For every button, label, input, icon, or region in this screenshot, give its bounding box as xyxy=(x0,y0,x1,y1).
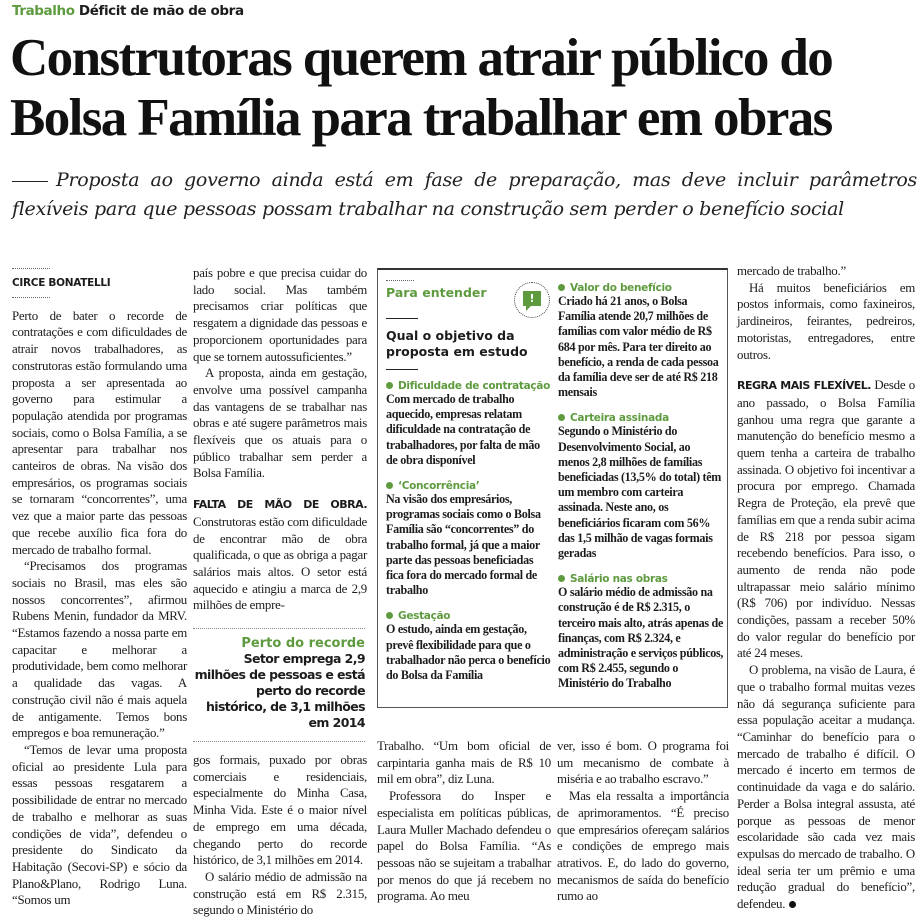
end-mark-icon xyxy=(789,901,796,908)
item-heading: Valor do benefício xyxy=(570,282,672,294)
item-body: O estudo, ainda em gestação, prevê flexibilidade para que o trabalhador não perca o benefício do Bolsa da Família xyxy=(386,622,551,683)
explainer-title: Para entender xyxy=(386,285,487,300)
topic-label: Déficit de mão de obra xyxy=(78,3,244,19)
deck xyxy=(12,166,917,224)
item-body: O salário médio de admissão na construção é de R$ 2.315, o terceiro mais alto, atrás apenas de finanças, com R$ 2.324, e administração e serviços públicos, com R$ 2.455, segundo o Ministério do Trabalho xyxy=(558,585,724,691)
section-paragraph xyxy=(193,496,367,614)
divider xyxy=(386,280,414,281)
divider xyxy=(12,297,50,298)
item-heading: ‘Concorrência’ xyxy=(398,480,480,493)
deck-text: Proposta ao governo ainda está em fase de preparação, mas deve incluir parâmetros flexíveis para que pessoas possam trabalhar na construção sem perder o benefício social xyxy=(12,169,917,220)
paragraph: gos formais, puxado por obras comerciais e residenciais, especialmente do Minha Casa, Minha Vida. Este é o maior nível de emprego em uma década, chegando perto do recorde histórico, de 3,1 milhões em 2014. xyxy=(193,753,367,868)
bullet-icon xyxy=(558,284,565,291)
section-paragraph xyxy=(737,377,915,662)
pull-quote-body: Setor emprega 2,9 milhões de pessoas e está perto do recorde histórico, de 3,1 milhões em 2014 xyxy=(194,651,365,730)
divider xyxy=(12,268,50,269)
bullet-icon xyxy=(386,382,393,389)
column-4 xyxy=(557,738,729,905)
bullet-icon xyxy=(386,612,393,619)
paragraph: O salário médio de admissão na construção está em R$ 2.315, segundo o Ministério do xyxy=(193,869,367,918)
item-body: Na visão dos empresários, programas sociais como o Bolsa Família são “concorrentes” do trabalho formal, já que a maior parte das pessoas beneficiadas fica fora do mercado formal de trabalho xyxy=(386,492,541,598)
item-body: Criado há 21 anos, o Bolsa Família atende 20,7 milhões de famílias com valor médio de R$ 684 por mês. Para ter direito ao benefício, a renda de cada pessoa da família deve ser de até R$ 218 mensais xyxy=(558,294,719,400)
paragraph-text: O problema, na visão de Laura, é que o trabalho formal muitas vezes não dá segurança suficiente para essa população aceitar a mudança. “Caminhar do benefício para o mercado de trabalho é difícil. O mercado é incerto em termos de continuidade da vaga e do salário. Perder a Bolsa integral assusta, até porque as pessoas de menor escolaridade são cada vez mais expulsas do mercado de trabalho. O ideal seria ter um prêmio e uma redução gradual do benefício”, defendeu. xyxy=(737,663,915,912)
explainer-item xyxy=(558,573,724,691)
explainer-left-column xyxy=(386,270,552,695)
explainer-item xyxy=(386,480,552,598)
explainer-item xyxy=(386,610,552,683)
paragraph: Professora do Insper e especialista em políticas públicas, Laura Muller Machado defendeu o papel do Bolsa Família. “As pessoas não se sujeitam a trabalhar por menos do que já recebem no programa. Ao meu xyxy=(377,789,551,904)
column-5 xyxy=(737,263,915,913)
section-text: Construtoras estão com dificuldade de encontrar mão de obra qualificada, o que as obriga a pagar salários mais altos. O setor está aquecido e atingiu a marca de 2,9 milhões de empre- xyxy=(193,514,367,613)
alert-speech-bubble-icon xyxy=(514,282,550,318)
paragraph: A proposta, ainda em gestação, envolve uma possível campanha das vantagens de se trabalhar nas obras e até sugere parâmetros mais flexíveis que os atuais para o público trabalhar sem perder a Bolsa Família. xyxy=(193,366,367,481)
paragraph: Mas ela ressalta a importância de aprimoramentos. “É preciso que empresários ofereçam salários e condições de emprego mais atrativos. E, do lado do governo, mecanismos de saída do benefício rumo ao xyxy=(557,789,729,904)
section-lead: FALTA DE MÃO DE OBRA. xyxy=(193,498,367,512)
item-body: Com mercado de trabalho aquecido, empresas relatam dificuldade na contratação de trabalhadores, por falta de mão de obra disponível xyxy=(386,392,540,467)
bullet-icon xyxy=(386,482,393,489)
column-2-bottom xyxy=(193,752,367,919)
paragraph: ver, isso é bom. O programa foi um mecanismo de combate à miséria e ao trabalho escravo.” xyxy=(557,739,729,787)
explainer-question: Qual o objetivo da proposta em estudo xyxy=(386,328,528,359)
section-label[interactable]: Trabalho xyxy=(12,3,75,19)
section-kicker xyxy=(12,3,244,19)
divider xyxy=(386,369,418,370)
bullet-icon xyxy=(558,414,565,421)
column-2-top xyxy=(193,265,367,614)
item-heading: Carteira assinada xyxy=(570,412,669,425)
column-1 xyxy=(12,268,187,909)
divider xyxy=(386,318,418,319)
bullet-icon xyxy=(558,575,565,582)
explainer-item xyxy=(386,380,552,468)
section-lead: REGRA MAIS FLEXÍVEL. xyxy=(737,379,871,393)
column-3 xyxy=(377,738,551,905)
explainer-item xyxy=(558,412,724,561)
pull-quote-title: Perto do recorde xyxy=(241,636,365,651)
explainer-item xyxy=(558,282,724,400)
item-heading: Salário nas obras xyxy=(570,573,668,586)
explainer-right-column xyxy=(558,282,724,704)
alert-icon-glyph: ! xyxy=(523,291,541,306)
paragraph: país pobre e que precisa cuidar do lado social. Mas também precisamos criar políticas que resgatem a dignidade das pessoas e proporcionem oportunidades para que se tornem autossuficientes.” xyxy=(193,266,367,364)
headline: Construtoras querem atrair público do Bolsa Família para trabalhar em obras xyxy=(10,29,833,147)
paragraph: Perto de bater o recorde de contratações e com dificuldades de atrair novos trabalhadores, as construtoras estão formulando uma proposta a ser apresentada ao governo para estimular a população atendida por programas sociais, como o Bolsa Família, a se apresentar para trabalhar nos canteiros de obras. Na visão dos empresários, os programas sociais se tornaram “concorrentes”, uma vez que a maior parte das pessoas que recebe auxílio fica fora do mercado de trabalho formal. xyxy=(12,308,187,557)
paragraph: Trabalho. “Um bom oficial de carpintaria ganha mais de R$ 10 mil em obra”, diz Luna. xyxy=(377,739,551,787)
item-body: Segundo o Ministério do Desenvolvimento Social, ao menos 2,8 milhões de famílias beneficiadas (13,5% do total) têm um membro com carteira assinada. Neste ano, os beneficiários ficaram com 56% das 1,5 milhão de vagas formais geradas xyxy=(558,424,722,561)
paragraph: Há muitos beneficiários em postos informais, como faxineiros, jardineiros, feirantes, pedreiros, motoristas, entregadores, entre outros. xyxy=(737,280,915,362)
section-text: Desde o ano passado, o Bolsa Família ganhou uma regra que garante a manutenção do benefício mesmo a quem tenha a carteira de trabalho assinada. O objetivo foi incentivar a procura por emprego. Chamada Regra de Proteção, ela prevê que famílias em que a renda subir acima de R$ 218 por pessoa sigam recebendo benefícios. Para isso, o aumento de renda não pode ultrapassar meio salário mínimo (R$ 706) por indivíduo. Nessas condições, passam a receber 50% do valor regular do benefício por até 24 meses. xyxy=(737,378,915,661)
item-heading: Dificuldade de contratação xyxy=(398,380,550,392)
explainer-box xyxy=(377,268,728,708)
item-heading: Gestação xyxy=(398,610,451,623)
paragraph: “Precisamos dos programas sociais no Brasil, mas eles são nossos concorrentes”, afirmou Rubens Menin, fundador da MRV. “Estamos fazendo a nossa parte em capacitar e melhorar a produtividade, bem como melhorar a qualidade das vagas. A construção civil não é mais aquela de antigamente. Temos bons empregos e boa remuneração.” xyxy=(12,559,187,741)
pull-quote xyxy=(193,628,365,742)
byline: CIRCE BONATELLI xyxy=(12,277,111,289)
paragraph: “Temos de levar uma proposta oficial ao presidente Lula para essas pessoas resgatarem a possibilidade de entrar no mercado de trabalho e melhorar as suas condições de vida”, defendeu o presidente do Sindicato da Habitação (Secovi-SP) e sócio da Plano&Plano, Rodrigo Luna. “Somos um xyxy=(12,742,187,908)
paragraph xyxy=(737,662,915,913)
deck-rule xyxy=(12,181,48,182)
paragraph: mercado de trabalho.” xyxy=(737,264,846,278)
